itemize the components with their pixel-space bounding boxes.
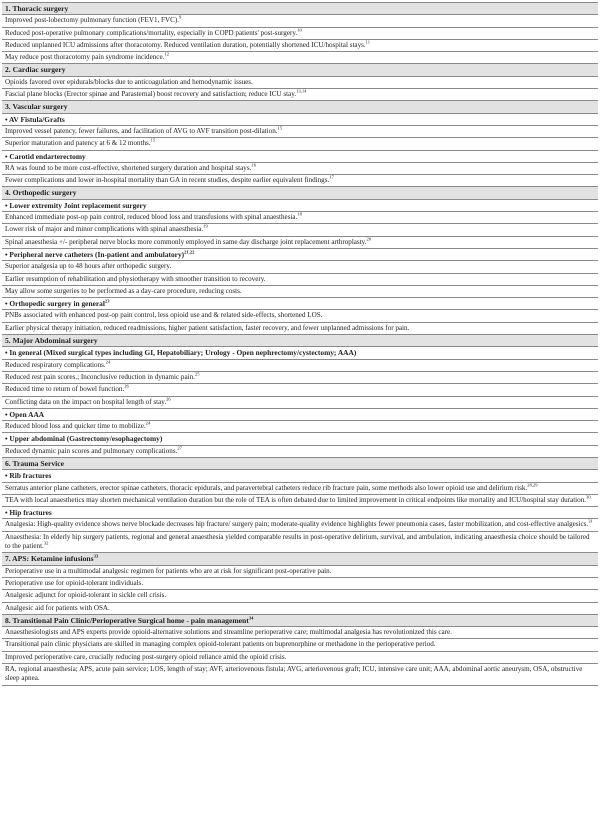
table-row [2,494,598,506]
table-row [2,261,598,273]
cell-text: Perioperative use in a multimodal analgesic regimen for patients who are at risk for significant post-operative pain. [5,566,332,575]
table-cell [2,76,598,88]
table-cell [2,421,598,433]
table-cell [2,261,598,273]
section-title: 5. Major Abdominal surgery [5,336,98,346]
table-cell [2,664,598,686]
table-cell [2,614,598,626]
subsection-title: • Carotid endarterectomy [5,151,86,161]
table-row [2,371,598,383]
subsection-heading-row [2,199,598,211]
table-cell [2,359,598,371]
section-heading-row [2,614,598,626]
subsection-title: • Upper abdominal (Gastrectomy/esophagectomy) [5,434,163,444]
table-row [2,175,598,187]
table-cell [2,150,598,162]
reference-superscript: 9 [178,14,182,20]
cell-text: Improved vessel patency, fewer failures, and facilitation of AVG to AVF transition post-dilation. [5,126,278,135]
table-cell [2,335,598,347]
table-row [2,162,598,174]
subsection-title: • AV Fistula/Grafts [5,114,65,124]
cell-text: May allow some surgeries to be performed as a day-care procedure, reducing costs. [5,286,242,295]
table-row [2,212,598,224]
section-title: 6. Trauma Service [5,458,64,468]
reference-superscript: 15 [277,125,283,131]
subsection-heading-row [2,470,598,482]
table-cell [2,310,598,322]
subsection-title: • Lower extremity Joint replacement surgery [5,200,147,210]
reference-superscript: 23 [104,298,110,304]
subsection-title: • Rib fractures [5,471,52,481]
subsection-heading-row [2,433,598,445]
cell-text: Earlier physical therapy initiation, reduced readmissions, higher patient satisfaction, faster recovery, and fewer unplanned admissions for pain. [5,323,410,332]
table-row [2,577,598,589]
section-title: 8. Transitional Pain Clinic/Perioperative Surgical home - pain management [5,615,249,625]
section-heading-row [2,187,598,199]
table-cell [2,125,598,137]
table-row [2,224,598,236]
table-cell [2,212,598,224]
table-row [2,273,598,285]
cell-text: Reduced rest pain scores.; Inconclusive reduction in dynamic pain. [5,372,195,381]
table-cell [2,470,598,482]
table-cell [2,384,598,396]
cell-text: Reduced unplanned ICU admissions after thoracotomy. Reduced ventilation duration, potentially shortened ICU/hospital stays. [5,40,366,49]
table-row [2,39,598,51]
subsection-heading-row [2,507,598,519]
cell-text: Enhanced immediate post-op pain control, reduced blood loss and transfusions with spinal anaesthesia. [5,213,298,222]
reference-superscript: 13,14 [296,88,307,94]
reference-superscript: 16 [251,162,256,168]
section-heading-row [2,101,598,113]
cell-text: Fewer complications and lower in-hospital mortality than GA in recent studies, despite earlier equivalent findings. [5,176,330,185]
table-cell [2,651,598,663]
table-row [2,590,598,602]
section-heading-row [2,457,598,469]
table-cell [2,433,598,445]
section-title: 1. Thoracic surgery [5,4,69,13]
table-cell [2,39,598,51]
table-row [2,639,598,651]
table-cell [2,52,598,64]
cell-text: Spinal anaesthesia +/- peripheral nerve blocks more commonly employed in same day discharge joint replacement arthroplasty. [5,237,367,246]
cell-text: Anaesthesiologists and APS experts provide opioid-alternative solutions and streamline perioperative care; multimodal analgesia has revolutionized this care. [5,628,452,637]
table-cell [2,494,598,506]
table-row [2,285,598,297]
table-cell [2,590,598,602]
reference-superscript: 24 [105,359,111,365]
table-cell [2,285,598,297]
table-cell [2,199,598,211]
cell-text: Reduced respiratory complications. [5,360,106,369]
table-row [2,236,598,248]
subsection-heading-row [2,248,598,260]
table-cell [2,101,598,113]
section-heading-row [2,335,598,347]
reference-superscript: 32 [43,540,49,546]
table-cell [2,224,598,236]
table-row [2,421,598,433]
cell-text: Improved perioperative care, crucially reducing post-surgery opioid reliance amid the opioid crisis. [5,652,287,661]
subsection-heading-row [2,298,598,310]
cell-text: Earlier resumption of rehabilitation and physiotherapy with smoother transition to recovery. [5,274,266,283]
section-title: 4. Orthopedic surgery [5,188,77,198]
table-cell [2,347,598,359]
subsection-heading-row [2,347,598,359]
cell-text: Perioperative use for opioid-tolerant individuals. [5,578,144,587]
table-row [2,651,598,663]
reference-superscript: 33 [93,553,99,559]
table-row [2,565,598,577]
cell-text: Superior analgesia up to 48 hours after orthopedic surgery. [5,262,172,271]
table-row [2,396,598,408]
table-cell [2,371,598,383]
subsection-title: • Peripheral nerve catheters (In-patient and ambulatory) [5,249,185,259]
table-cell [2,482,598,494]
table-row [2,310,598,322]
reference-superscript: 21,22 [184,249,195,255]
reference-superscript: 17 [329,174,334,180]
table-cell [2,175,598,187]
cell-text: Analgesic aid for patients with OSA. [5,603,110,612]
table-row [2,384,598,396]
reference-superscript: 25 [194,371,200,377]
cell-text: Lower risk of major and minor complications with spinal anaesthesia. [5,225,204,234]
table-row [2,445,598,457]
evidence-table [2,2,598,686]
cell-text: Fascial plane blocks (Erector spinae and Parasternal) boost recovery and satisfaction; reduce ICU stay. [5,90,297,99]
table-cell [2,408,598,420]
reference-superscript: 31 [588,519,593,525]
reference-superscript: 12 [164,51,169,57]
subsection-heading-row [2,150,598,162]
table-cell [2,89,598,101]
cell-text: PNBs associated with enhanced post-op pain control, less opioid use and & related side-effects, shortened LOS. [5,311,323,320]
table-cell [2,162,598,174]
evidence-table-body [2,3,598,686]
reference-superscript: 10 [297,27,302,33]
table-row [2,27,598,39]
table-cell [2,602,598,614]
abbreviations-footnote-row [2,664,598,686]
table-row [2,15,598,27]
table-cell [2,27,598,39]
section-heading-row [2,64,598,76]
table-cell [2,187,598,199]
table-cell [2,445,598,457]
cell-text: Analgesic adjunct for opioid-tolerant in sickle cell crisis. [5,591,167,600]
table-cell [2,298,598,310]
cell-text: May reduce post thoracotomy pain syndrome incidence. [5,53,165,62]
reference-superscript: 27 [177,445,182,451]
table-cell [2,236,598,248]
table-cell [2,64,598,76]
table-cell [2,273,598,285]
reference-superscript: 18 [297,211,302,217]
reference-superscript: 26 [124,383,129,389]
table-cell [2,553,598,565]
cell-text: Serratus anterior plane catheters, erector spinae catheters, thoracic epidurals, and paravertebral catheters reduce rib fracture pain, some methods also lower opioid use and delirium risk. [5,483,528,492]
cell-text: TEA with local anaesthetics may shorten mechanical ventilation duration but the role of TEA is often debated due to limited improvement in critical endpoints like mortality and ICU/hospital stay duration. [5,495,587,504]
table-row [2,125,598,137]
cell-text: Reduced blood loss and quicker time to mobilize. [5,422,146,431]
table-cell [2,577,598,589]
subsection-title: • Open AAA [5,409,45,419]
table-cell [2,396,598,408]
table-row [2,531,598,553]
section-title: 2. Cardiac surgery [5,65,66,75]
table-row [2,359,598,371]
table-cell [2,457,598,469]
table-cell [2,565,598,577]
subsection-title: • In general (Mixed surgical types including GI, Hepatobiliary; Urology - Open nephrectomy/cystectomy; AAA) [5,348,357,358]
table-cell [2,322,598,334]
table-row [2,76,598,88]
subsection-heading-row [2,113,598,125]
section-heading-row [2,3,598,15]
cell-text: RA was found to be more cost-effective, shortened surgery duration and hospital stays. [5,163,252,172]
cell-text: Reduced dynamic pain scores and pulmonary complications. [5,446,178,455]
reference-superscript: 20 [366,236,372,242]
table-cell [2,248,598,260]
table-row [2,602,598,614]
table-cell [2,519,598,531]
section-title: 3. Vascular surgery [5,102,68,112]
table-cell [2,507,598,519]
reference-superscript: 28,29 [527,482,538,488]
reference-superscript: 15 [150,137,156,143]
cell-text: Opioids favored over epidurals/blocks due to anticoagulation and hemodynamic issues. [5,77,253,86]
reference-superscript: 26 [166,396,171,402]
table-cell [2,639,598,651]
cell-text: Anaesthesia: In elderly hip surgery patients, regional and general anaesthesia yielded comparable results in post-operative delirium, survival, and ambulation, indicating anaesthesia choice should be tailored to the patient. [5,532,590,551]
subsection-title: • Orthopedic surgery in general [5,299,105,309]
table-row [2,52,598,64]
footnote-text: RA, regional anaesthesia; APS, acute pain service; LOS, length of stay; AVF, arteriovenous fistula; AVG, arteriovenous graft; ICU, intensive care unit; AAA, abdominal aortic aneurysm, OSA, obstructive sleep apnea. [5,665,583,683]
cell-text: Reduced post-operative pulmonary complications/mortality, especially in COPD patients' post-surgery. [5,28,298,37]
reference-superscript: 24 [145,420,151,426]
table-row [2,519,598,531]
reference-superscript: 11 [365,39,371,45]
subsection-heading-row [2,408,598,420]
cell-text: Transitional pain clinic physicians are skilled in managing complex opioid-tolerant patients on buprenorphine or methadone in the perioperative period. [5,640,436,649]
section-title: 7. APS: Ketamine infusions [5,554,94,564]
cell-text: Reduced time to return of bowel function. [5,385,125,394]
cell-text: Conflicting data on the impact on hospital length of stay. [5,397,167,406]
table-cell [2,627,598,639]
cell-text: Superior maturation and patency at 6 & 12 months. [5,139,151,148]
cell-text: Improved post-lobectomy pulmonary function (FEV1, FVC). [5,16,179,25]
table-cell [2,3,598,15]
subsection-title: • Hip fractures [5,508,52,518]
table-cell [2,15,598,27]
cell-text: Analgesia: High-quality evidence shows nerve blockade decreases hip fracture/ surgery pain; moderate-quality evidence highlights fewer pneumonia cases, faster mobilization, and cost-effective analgesics. [5,520,589,529]
section-heading-row [2,553,598,565]
table-cell [2,138,598,150]
table-row [2,627,598,639]
table-cell [2,531,598,553]
evidence-table-document [2,2,598,686]
table-row [2,482,598,494]
reference-superscript: 34 [248,615,254,621]
reference-superscript: 30 [586,494,591,500]
reference-superscript: 19 [203,223,208,229]
table-row [2,322,598,334]
table-row [2,138,598,150]
table-cell [2,113,598,125]
table-row [2,89,598,101]
